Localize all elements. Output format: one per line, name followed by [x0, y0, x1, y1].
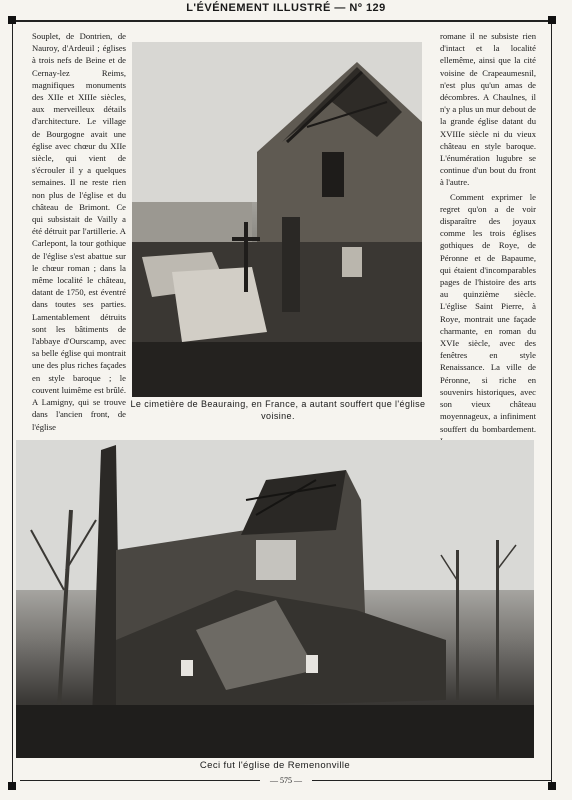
paragraph: romane il ne subsiste rien d'intact et la localité ellemême, ainsi que la cité voisine de Crapeaumesnil, n'est plus qu'un amas de décombres. A Chaulnes, il n'y a plus un mur debout de la grande église datant du XVIIIe siècle ni du vieux château en style baroque. L'énumération lugubre se continue d'un bout du front à l'autre.: [440, 31, 536, 188]
page-header: L'ÉVÉNEMENT ILLUSTRÉ — Nº 129: [186, 2, 386, 14]
ruined-church-photo-illustration: [16, 440, 534, 758]
right-text-column: [440, 30, 536, 449]
paragraph: Souplet, de Dontrien, de Nauroy, d'Ardeuil ; églises à trois nefs de Beine et de Cernay-lez Reims, magnifiques monuments des XIIe et XIIIe siècles, aux merveilleux détails d'architecture. Le village de Bourgogne avait une église avec chœur du XIIe siècle, qui vient de s'écrouler il y a quelques semaines. Il ne reste rien non plus de l'église et du château de Brimont. Ce qui subsistait de Vailly a été détruit par l'artillerie. A Carlepont, la tour gothique de l'église s'est abattue sur le chœur roman ; dans la même localité le château, datant de 1750, est éventré dans toutes ses parties. Lamentablement détruits sont les bâtiments de l'abbaye d'Ourscamp, avec sa belle église qui montrait une des plus riches façades en style baroque ; le couvent luimême est brûlé. A Lamigny, qui se trouve dans l'ancien front, de l'église: [32, 31, 126, 432]
cemetery-photo-illustration: [132, 42, 422, 397]
ruined-church-photo: [16, 440, 534, 758]
paragraph: Comment exprimer le regret qu'on a de voir disparaître des joyaux comme les trois églises gothiques de Roye, de Péronne et de Bapaume, qui étaient d'incomparables pages de l'histoire des arts au quinzième siècle. L'église Saint Pierre, à Roye, montrait une façade charmante, en roman du XVIe siècle, avec des fenêtres en style Renaissance. La ville de Péronne, si riche en souvenirs historiques, avec son vieux château moyennageux, a infiniment souffert du bombardement.: [440, 191, 536, 434]
left-text-column: [32, 30, 126, 435]
bottom-photo-caption: Ceci fut l'église de Remenonville: [199, 760, 351, 771]
page-number: — 575 —: [270, 776, 302, 785]
corner-ornament: [8, 16, 16, 24]
corner-ornament: [548, 16, 556, 24]
top-photo-caption: Le cimetière de Beauraing, en France, a autant souffert que l'église voisine.: [130, 399, 426, 421]
cemetery-photo: [132, 42, 422, 397]
